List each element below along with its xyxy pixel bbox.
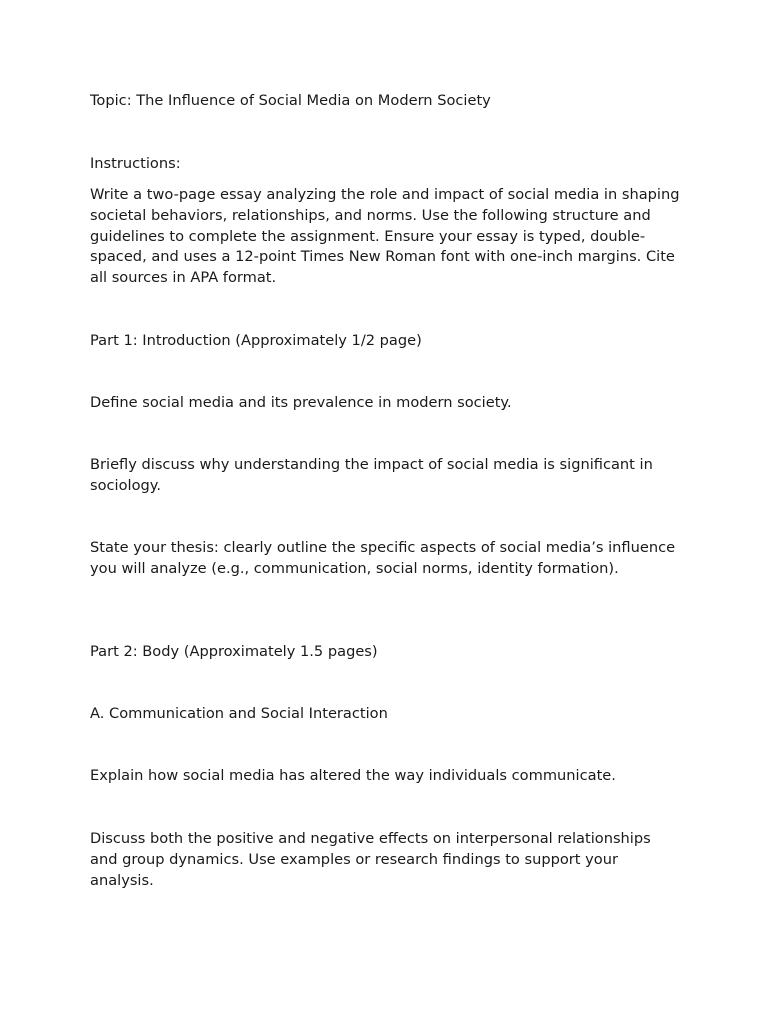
topic-heading: Topic: The Influence of Social Media on Modern Society (90, 92, 491, 109)
part1-item-thesis: State your thesis: clearly outline the specific aspects of social media’s influence you will analyze (e.g., communication, social norms, identity formation). (90, 539, 676, 577)
part2-heading: Part 2: Body (Approximately 1.5 pages) (90, 643, 378, 660)
part1-item-significance: Briefly discuss why understanding the impact of social media is significant in sociology. (90, 456, 653, 494)
part1-heading: Part 1: Introduction (Approximately 1/2 page) (90, 332, 422, 349)
instructions-body: Write a two-page essay analyzing the role and impact of social media in shaping societal behaviors, relationships, and norms. Use the following structure and guidelines to complete the assignment. Ensure your essay is typed, double-spaced, and uses a 12-point Times New Roman font with one-inch margins. Cite all sources in APA format. (90, 186, 680, 287)
section-a-item-effects: Discuss both the positive and negative effects on interpersonal relationships and group dynamics. Use examples or research findings to support your analysis. (90, 830, 651, 889)
section-a-heading: A. Communication and Social Interaction (90, 705, 388, 722)
instructions-heading: Instructions: (90, 155, 181, 172)
part1-item-define: Define social media and its prevalence in modern society. (90, 394, 512, 411)
section-a-item-communication: Explain how social media has altered the way individuals communicate. (90, 767, 616, 784)
